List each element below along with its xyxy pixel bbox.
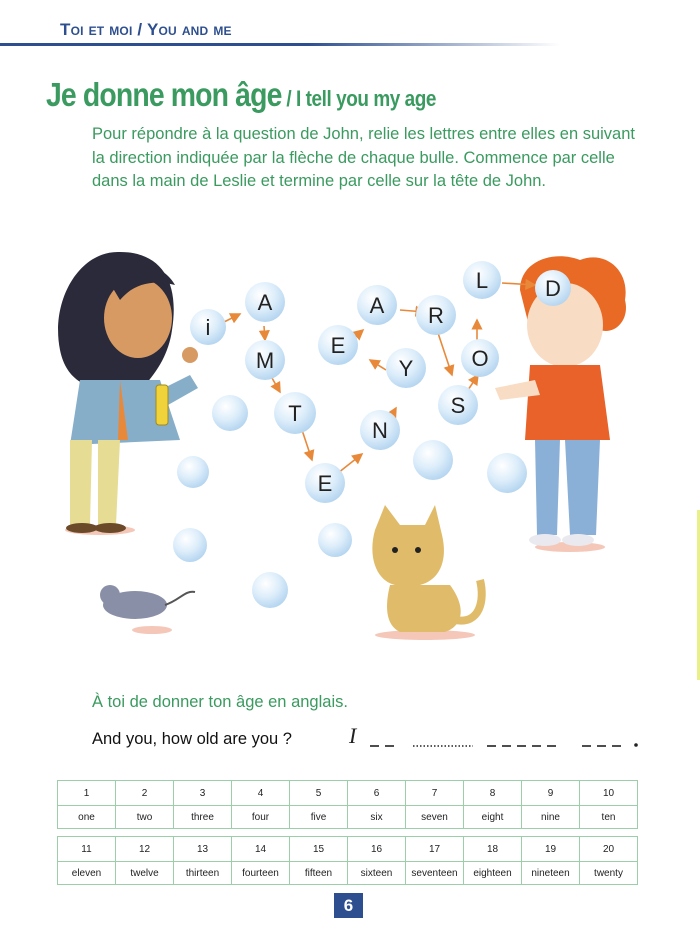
letter-bubble [274, 392, 316, 434]
number-digit-cell: 13 [174, 837, 232, 862]
bubble-letter: N [372, 418, 388, 443]
number-word-cell: eight [464, 806, 522, 829]
bubble-letter: M [255, 348, 275, 373]
letter-bubble [305, 463, 345, 503]
number-digit-cell: 18 [464, 837, 522, 862]
number-word-cell: twelve [116, 862, 174, 885]
number-word-cell: nine [522, 806, 580, 829]
bubble-letter: i [205, 315, 211, 340]
number-digit-cell: 14 [232, 837, 290, 862]
letter-bubble [357, 285, 397, 325]
number-digit-cell: 2 [116, 781, 174, 806]
numbers-table-1-10 [57, 780, 638, 829]
number-word-cell: thirteen [174, 862, 232, 885]
number-word-cell: nineteen [522, 862, 580, 885]
number-digit-cell: 11 [58, 837, 116, 862]
number-digit-cell: 6 [348, 781, 406, 806]
letter-bubble [190, 309, 226, 345]
instructions: Pour répondre à la question de John, relie les lettres entre elles en suivant la direction indiquée par la flèche de chaque bulle. Commence par celle dans la main de Leslie et termine par celle sur la tête de John. [92, 125, 635, 190]
number-digit-cell: 8 [464, 781, 522, 806]
number-word-cell: eighteen [464, 862, 522, 885]
mouse [100, 585, 195, 619]
number-word-cell: one [58, 806, 116, 829]
cat [372, 505, 481, 632]
bubble-letter: D [545, 276, 561, 301]
title-french: Je donne mon âge [46, 76, 282, 113]
letter-bubble [463, 261, 501, 299]
letter-bubble [245, 340, 285, 380]
number-word-cell: twenty [580, 862, 638, 885]
number-digit-cell: 17 [406, 837, 464, 862]
bubble-letter: A [257, 290, 273, 315]
exercise-prompt: À toi de donner ton âge en anglais. [92, 693, 348, 711]
bubble-letter: O [471, 346, 489, 371]
number-digit-cell: 15 [290, 837, 348, 862]
number-digit-cell: 16 [348, 837, 406, 862]
floor-shadow [132, 626, 172, 634]
page-number: 6 [334, 893, 363, 918]
bubble-puzzle-illustration [40, 240, 660, 660]
bubble-letter: E [330, 333, 346, 358]
number-digit-cell: 4 [232, 781, 290, 806]
number-word-cell: seventeen [406, 862, 464, 885]
running-head: Toi et moi / You and me [60, 20, 232, 39]
number-word-cell: ten [580, 806, 638, 829]
bubble-letter: R [428, 303, 444, 328]
letter-bubble [360, 410, 400, 450]
empty-bubbles [173, 395, 527, 608]
number-digit-cell: 1 [58, 781, 116, 806]
number-word-cell: fifteen [290, 862, 348, 885]
number-word-cell: eleven [58, 862, 116, 885]
number-word-cell: five [290, 806, 348, 829]
bubble-letter: S [450, 393, 466, 418]
number-word-cell: fourteen [232, 862, 290, 885]
number-word-cell: four [232, 806, 290, 829]
letter-bubble [461, 339, 499, 377]
full-stop [634, 743, 638, 747]
answer-start-letter: I [349, 723, 357, 748]
number-word-cell: two [116, 806, 174, 829]
answer-line[interactable] [345, 718, 645, 752]
letter-bubble [416, 295, 456, 335]
header-rule [0, 43, 560, 46]
number-digit-cell: 12 [116, 837, 174, 862]
bubble-letter: A [369, 293, 385, 318]
number-word-cell: six [348, 806, 406, 829]
exercise-question: And you, how old are you ? [92, 730, 292, 748]
number-word-cell: sixteen [348, 862, 406, 885]
title-english: / I tell you my age [281, 86, 436, 111]
number-digit-cell: 9 [522, 781, 580, 806]
number-digit-cell: 5 [290, 781, 348, 806]
bubble-letter: Y [398, 356, 414, 381]
letter-bubble [535, 270, 571, 306]
number-digit-cell: 7 [406, 781, 464, 806]
letter-bubble [318, 325, 358, 365]
number-digit-cell: 20 [580, 837, 638, 862]
letter-bubble [386, 348, 426, 388]
number-word-cell: seven [406, 806, 464, 829]
number-digit-cell: 10 [580, 781, 638, 806]
numbers-table-11-20 [57, 836, 638, 885]
letter-bubble [438, 385, 478, 425]
number-digit-cell: 3 [174, 781, 232, 806]
number-digit-cell: 19 [522, 837, 580, 862]
bubble-letter: L [475, 268, 489, 293]
bubble-letter: T [288, 401, 302, 426]
letter-bubble [245, 282, 285, 322]
leslie-girl [58, 252, 198, 533]
page-title [46, 76, 436, 114]
bubble-letter: E [317, 471, 333, 496]
number-word-cell: three [174, 806, 232, 829]
